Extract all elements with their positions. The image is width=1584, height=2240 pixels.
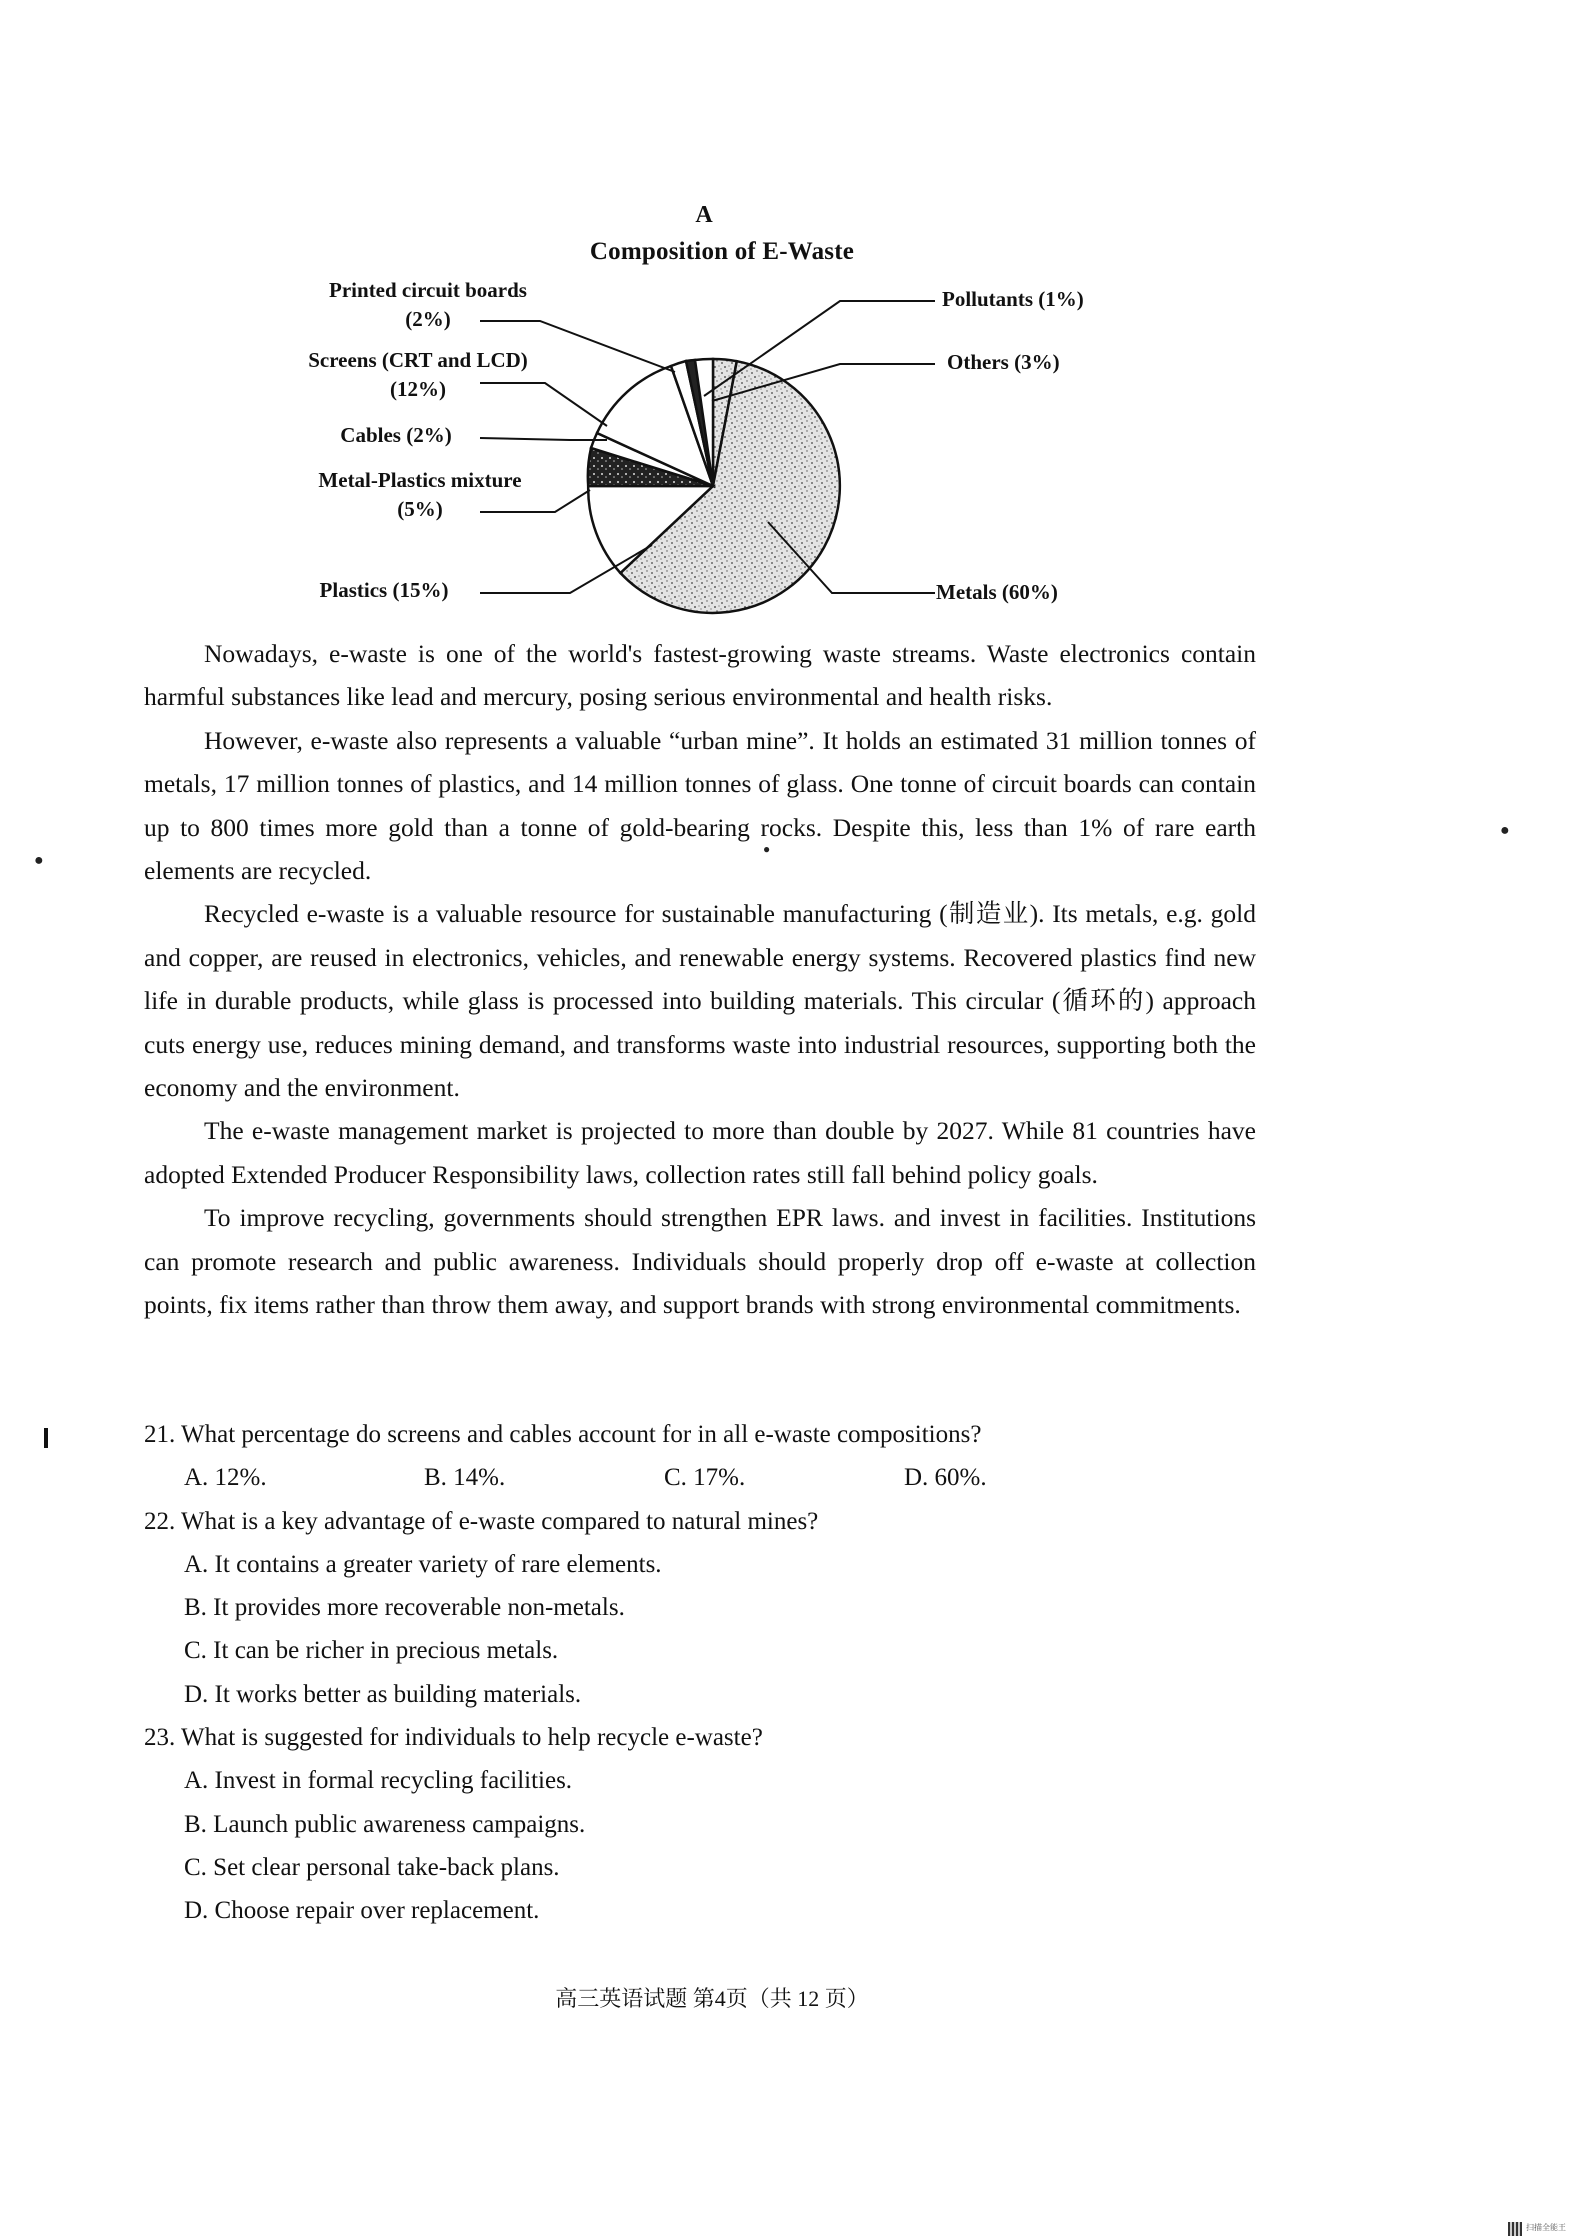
pie-chart bbox=[0, 0, 1584, 640]
questions bbox=[144, 1413, 1144, 1933]
question-23-option-b[interactable]: B. Launch public awareness campaigns. bbox=[184, 1810, 586, 1838]
label-others: Others (3%) bbox=[947, 350, 1060, 374]
question-21-option-d[interactable]: D. 60%. bbox=[904, 1464, 987, 1492]
scan-speck: ● bbox=[1500, 822, 1510, 839]
label-screens-pct: (12%) bbox=[390, 377, 446, 401]
question-22-stem: 22. What is a key advantage of e-waste compared to natural mines? bbox=[144, 1507, 819, 1535]
label-plastics: Plastics (15%) bbox=[319, 578, 449, 602]
label-pcb-pct: (2%) bbox=[405, 307, 451, 331]
question-21-option-b[interactable]: B. 14%. bbox=[424, 1464, 506, 1492]
paragraph-3: Recycled e-waste is a valuable resource for sustainable manufacturing (制造业). Its metals, e.g. gold and copper, are reused in electronics, vehicles, and renewable energy systems. Recovered plastics find new life in durable products, while glass is processed into building materials. This circular (循环的) approach cuts energy use, reduces mining demand, and transforms waste into industrial resources, supporting both the economy and the environment. bbox=[144, 899, 1256, 1103]
label-cables: Cables (2%) bbox=[340, 423, 452, 447]
question-21-option-a[interactable]: A. 12%. bbox=[184, 1464, 267, 1492]
label-pcb-name: Printed circuit boards bbox=[329, 278, 527, 302]
label-metal-plastics bbox=[300, 466, 540, 524]
scanner-watermark: 扫描全能王 bbox=[1526, 2223, 1566, 2232]
label-metals: Metals (60%) bbox=[936, 580, 1058, 604]
label-pcb bbox=[300, 276, 556, 334]
question-22-option-d[interactable]: D. It works better as building materials. bbox=[184, 1680, 582, 1708]
label-screens-name: Screens (CRT and LCD) bbox=[308, 348, 528, 372]
section-letter: A bbox=[695, 202, 713, 228]
question-21-options bbox=[184, 1456, 1144, 1499]
label-screens bbox=[290, 346, 546, 404]
paragraph-1: Nowadays, e-waste is one of the world's fastest-growing waste streams. Waste electronics contain harmful substances like lead and mercury, posing serious environmental and health risks. bbox=[144, 639, 1256, 712]
qr-code-icon bbox=[1508, 2222, 1522, 2236]
question-22-option-c[interactable]: C. It can be richer in precious metals. bbox=[184, 1637, 559, 1665]
scan-speck: ● bbox=[34, 852, 44, 869]
question-21-stem: 21. What percentage do screens and cables account for in all e-waste compositions? bbox=[144, 1421, 982, 1448]
reading-passage bbox=[144, 632, 1256, 1327]
question-22-option-b[interactable]: B. It provides more recoverable non-metals. bbox=[184, 1594, 625, 1622]
question-22-option-a[interactable]: A. It contains a greater variety of rare elements. bbox=[184, 1550, 662, 1578]
paragraph-5: To improve recycling, governments should strengthen EPR laws. and invest in facilities. Institutions can promote research and public awareness. Individuals should properly drop off e-waste at collection points, fix items rather than throw them away, and support brands with strong environmental commitments. bbox=[144, 1203, 1256, 1320]
scan-speck: ● bbox=[763, 842, 771, 856]
pie-slices bbox=[588, 359, 840, 613]
paragraph-4: The e-waste management market is projected to more than double by 2027. While 81 countries have adopted Extended Producer Responsibility laws, collection rates still fall behind policy goals. bbox=[144, 1116, 1256, 1189]
page-footer: 高三英语试题 第4页（共 12 页） bbox=[555, 1986, 869, 2011]
paragraph-2: However, e-waste also represents a valuable “urban mine”. It holds an estimated 31 million tonnes of metals, 17 million tonnes of plastics, and 14 million tonnes of glass. One tonne of circuit boards can contain up to 800 times more gold than a tonne of gold-bearing rocks. Despite this, less than 1% of rare earth elements are recycled. bbox=[144, 725, 1256, 886]
margin-mark bbox=[44, 1428, 48, 1448]
label-pollutants: Pollutants (1%) bbox=[942, 287, 1084, 311]
question-23-option-d[interactable]: D. Choose repair over replacement. bbox=[184, 1897, 540, 1925]
label-metal-plastics-name: Metal-Plastics mixture bbox=[318, 468, 522, 492]
chart-title: Composition of E-Waste bbox=[589, 238, 855, 265]
label-metal-plastics-pct: (5%) bbox=[397, 497, 443, 521]
question-23-option-c[interactable]: C. Set clear personal take-back plans. bbox=[184, 1853, 560, 1881]
question-23-option-a[interactable]: A. Invest in formal recycling facilities. bbox=[184, 1767, 573, 1795]
question-23-stem: 23. What is suggested for individuals to help recycle e-waste? bbox=[144, 1724, 763, 1752]
question-21-option-c[interactable]: C. 17%. bbox=[664, 1464, 746, 1492]
